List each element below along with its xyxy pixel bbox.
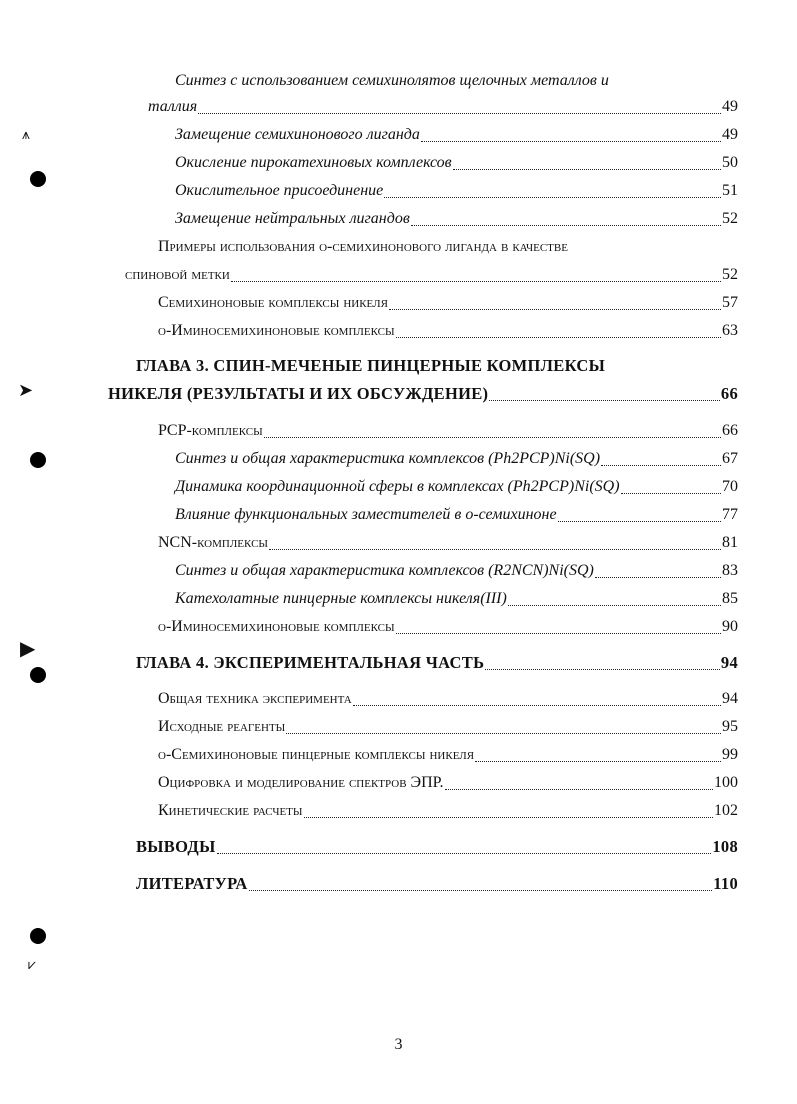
scan-mark: ⩗ xyxy=(28,958,36,973)
scan-mark: ➤ xyxy=(18,380,34,400)
toc-entry xyxy=(175,178,738,204)
dot-leader xyxy=(264,437,721,438)
toc-entry-title: Влияние функциональных заместителей в o-семихиноне xyxy=(175,506,557,523)
scan-mark: ▶ xyxy=(20,638,36,660)
toc-page-number: 51 xyxy=(722,182,738,199)
binder-hole xyxy=(30,928,46,944)
dot-leader xyxy=(453,169,721,170)
toc-page-number: 52 xyxy=(722,266,738,283)
toc-entry-title: Замещение нейтральных лигандов xyxy=(175,210,410,227)
toc-entry xyxy=(158,290,738,316)
dot-leader xyxy=(601,465,721,466)
toc-chapter xyxy=(108,381,738,407)
toc-entry-line: Примеры использования o-семихинонового лиганда в качестве xyxy=(158,238,568,255)
dot-leader xyxy=(269,549,721,550)
toc-entry-title: Катехолатные пинцерные комплексы никеля(III) xyxy=(175,590,507,607)
dot-leader xyxy=(286,733,721,734)
toc-page-number: 90 xyxy=(722,618,738,635)
dot-leader xyxy=(231,281,721,282)
toc-page-number: 102 xyxy=(714,802,738,819)
dot-leader xyxy=(411,225,721,226)
toc-page-number: 49 xyxy=(722,126,738,143)
toc-page-number: 85 xyxy=(722,590,738,607)
dot-leader xyxy=(384,197,721,198)
toc-entry xyxy=(175,122,738,148)
toc-conclusions-title: ВЫВОДЫ xyxy=(136,837,216,856)
dot-leader xyxy=(396,337,721,338)
dot-leader xyxy=(217,853,712,854)
toc-entry-title: PCP-комплексы xyxy=(158,422,263,439)
toc-entry-title: Кинетические расчеты xyxy=(158,802,303,819)
toc-entry-title: спиновой метки xyxy=(125,266,230,283)
toc-entry xyxy=(158,686,738,712)
toc-entry-title: Оцифровка и моделирование спектров ЭПР. xyxy=(158,774,444,791)
scan-mark: ⩚ xyxy=(22,128,30,143)
dot-leader xyxy=(249,890,713,891)
toc-entry xyxy=(175,446,738,472)
toc-page-number: 70 xyxy=(722,478,738,495)
toc-literature-title: ЛИТЕРАТУРА xyxy=(136,874,248,893)
toc-entry xyxy=(175,206,738,232)
toc-entry-title: Окисление пирокатехиновых комплексов xyxy=(175,154,452,171)
toc-entry-title: Окислительное присоединение xyxy=(175,182,384,199)
toc-entry-title: таллия xyxy=(148,98,198,115)
dot-leader xyxy=(489,400,720,401)
toc-entry-title: Синтез и общая характеристика комплексов (R2NCN)Ni(SQ) xyxy=(175,562,594,579)
dot-leader xyxy=(353,705,721,706)
toc-entry xyxy=(158,614,738,640)
toc-page-number: 67 xyxy=(722,450,738,467)
toc-page-number: 66 xyxy=(720,384,738,403)
toc-entry xyxy=(158,530,738,556)
toc-page-number: 95 xyxy=(722,718,738,735)
page-number: 3 xyxy=(394,1036,403,1053)
toc-page-number: 99 xyxy=(722,746,738,763)
dot-leader xyxy=(198,113,721,114)
toc-page-number: 63 xyxy=(722,322,738,339)
toc-page-number: 94 xyxy=(722,690,738,707)
toc-chapter xyxy=(136,834,738,860)
toc-page-number: 81 xyxy=(722,534,738,551)
toc-page-number: 77 xyxy=(722,506,738,523)
toc-page-number: 94 xyxy=(720,653,738,672)
toc-chapter-title: НИКЕЛЯ (РЕЗУЛЬТАТЫ И ИХ ОБСУЖДЕНИЕ) xyxy=(108,384,489,403)
dot-leader xyxy=(421,141,721,142)
toc-page-number: 83 xyxy=(722,562,738,579)
toc-page-number: 50 xyxy=(722,154,738,171)
dot-leader xyxy=(485,669,720,670)
toc-entry xyxy=(158,418,738,444)
toc-entry-title: o-Иминосемихиноновые комплексы xyxy=(158,618,395,635)
toc-entry xyxy=(175,150,738,176)
toc-entry-title: Замещение семихинонового лиганда xyxy=(175,126,420,143)
toc-chapter xyxy=(136,871,738,897)
toc-page-number: 108 xyxy=(712,837,738,856)
toc-entry xyxy=(158,742,738,768)
toc-entry xyxy=(158,798,738,824)
dot-leader xyxy=(558,521,721,522)
toc-entry-title: Исходные реагенты xyxy=(158,718,286,735)
toc-entry-title: o-Семихиноновые пинцерные комплексы никеля xyxy=(158,746,475,763)
toc-page-number: 52 xyxy=(722,210,738,227)
toc-entry-title: NCN-комплексы xyxy=(158,534,269,551)
binder-hole xyxy=(30,667,46,683)
dot-leader xyxy=(396,633,721,634)
toc-entry-title: o-Иминосемихиноновые комплексы xyxy=(158,322,395,339)
dot-leader xyxy=(445,789,713,790)
toc-entry-title: Синтез и общая характеристика комплексов (Ph2PCP)Ni(SQ) xyxy=(175,450,601,467)
toc-page-number: 66 xyxy=(722,422,738,439)
toc-entry xyxy=(175,502,738,528)
toc-entry-title: Семихиноновые комплексы никеля xyxy=(158,294,388,311)
toc-entry xyxy=(148,94,738,120)
toc-entry xyxy=(125,262,738,288)
toc-page-number: 57 xyxy=(722,294,738,311)
toc-entry xyxy=(158,714,738,740)
dot-leader xyxy=(389,309,721,310)
toc-page-number: 110 xyxy=(713,874,738,893)
toc-page-number: 100 xyxy=(714,774,738,791)
dot-leader xyxy=(508,605,721,606)
toc-entry xyxy=(158,318,738,344)
toc-entry-line: Синтез с использованием семихинолятов щелочных металлов и xyxy=(175,72,609,89)
toc-entry-title: Общая техника эксперимента xyxy=(158,690,352,707)
toc-entry xyxy=(175,474,738,500)
binder-hole xyxy=(30,452,46,468)
binder-hole xyxy=(30,171,46,187)
toc-entry xyxy=(175,586,738,612)
toc-page-number: 49 xyxy=(722,98,738,115)
chapter-heading-line: ГЛАВА 3. СПИН-МЕЧЕНЫЕ ПИНЦЕРНЫЕ КОМПЛЕКСЫ xyxy=(136,356,606,375)
toc-entry xyxy=(175,558,738,584)
dot-leader xyxy=(621,493,721,494)
toc-entry xyxy=(158,770,738,796)
dot-leader xyxy=(304,817,714,818)
toc-chapter-title: ГЛАВА 4. ЭКСПЕРИМЕНТАЛЬНАЯ ЧАСТЬ xyxy=(136,653,485,672)
toc-chapter xyxy=(136,650,738,676)
dot-leader xyxy=(595,577,721,578)
toc-entry-title: Динамика координационной сферы в комплексах (Ph2PCP)Ni(SQ) xyxy=(175,478,620,495)
dot-leader xyxy=(475,761,721,762)
